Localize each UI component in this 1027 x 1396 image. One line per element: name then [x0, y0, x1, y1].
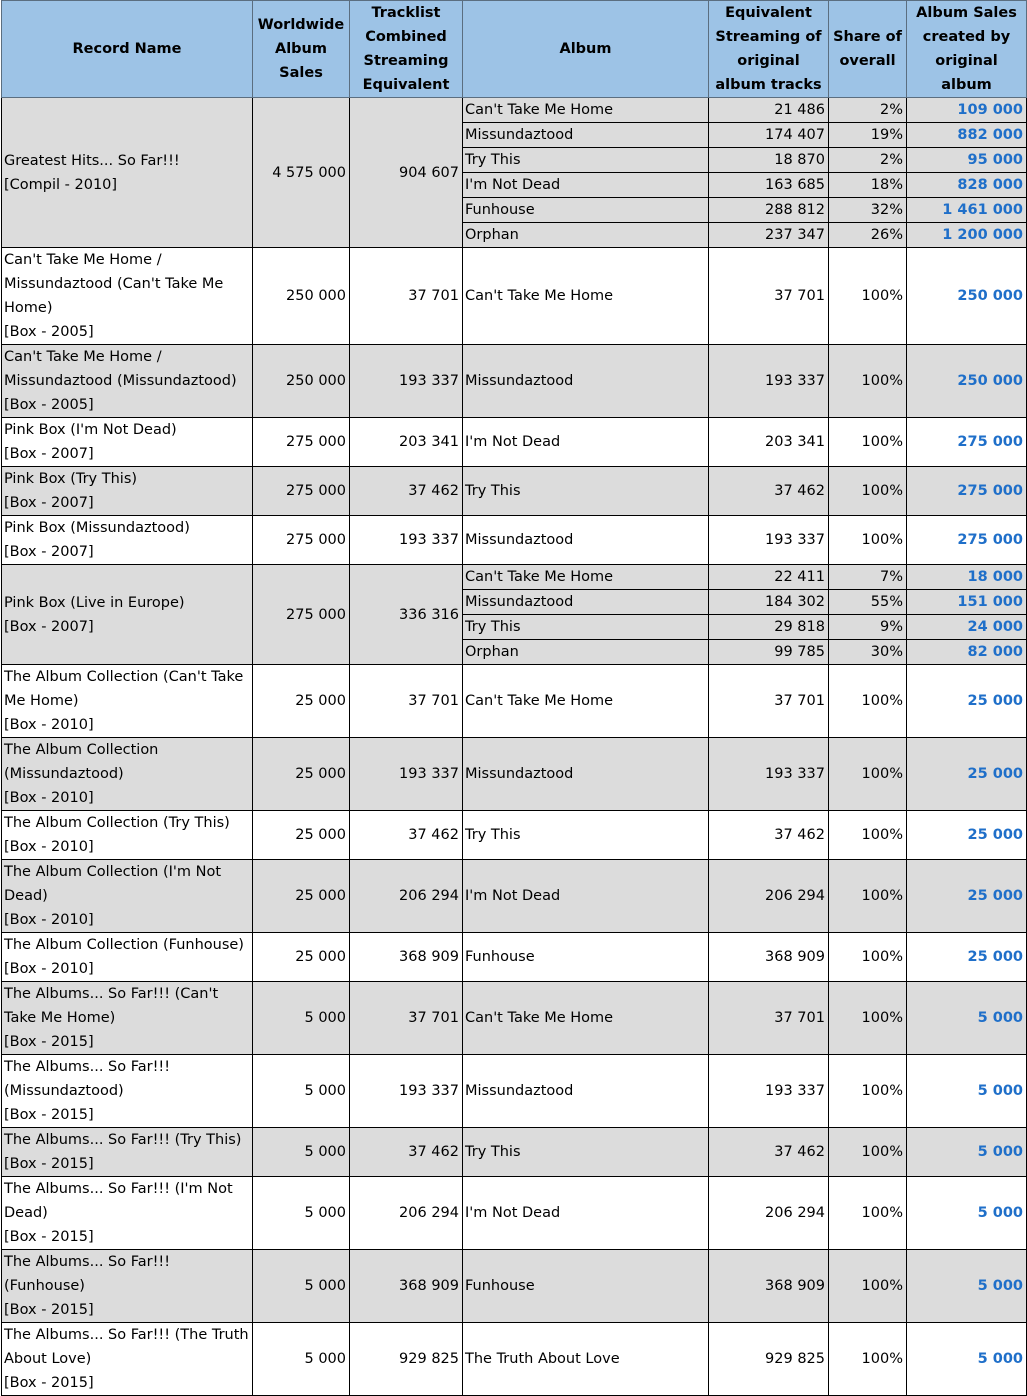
combined-streaming: 37 701 [350, 665, 463, 738]
share-of-overall: 100% [829, 516, 907, 565]
table-row [2, 933, 1027, 982]
album-sales-created: 82 000 [907, 640, 1027, 665]
record-name-line: [Compil - 2010] [4, 176, 118, 193]
album-sales-created: 151 000 [907, 590, 1027, 615]
record-name-line: About Love) [4, 1351, 92, 1367]
equivalent-streaming: 18 870 [709, 148, 829, 173]
album-name: Try This [463, 148, 709, 173]
album-name: Funhouse [463, 198, 709, 223]
combined-streaming: 203 341 [350, 418, 463, 467]
record-name-line: [Box - 2010] [4, 717, 94, 733]
combined-streaming: 193 337 [350, 1055, 463, 1128]
record-name [2, 811, 253, 860]
share-of-overall: 100% [829, 1250, 907, 1323]
record-name-line: The Album Collection (Funhouse) [4, 937, 244, 953]
album-name: I'm Not Dead [463, 173, 709, 198]
record-name-line: [Box - 2005] [4, 397, 94, 413]
album-name: Can't Take Me Home [463, 98, 709, 123]
equivalent-streaming: 37 462 [709, 1128, 829, 1177]
album-sales-created: 275 000 [907, 467, 1027, 516]
share-of-overall: 9% [829, 615, 907, 640]
record-name-line: [Box - 2007] [4, 495, 94, 511]
album-sales-created: 250 000 [907, 345, 1027, 418]
record-name-line: (Missundaztood) [4, 1083, 124, 1099]
equivalent-streaming: 37 701 [709, 248, 829, 345]
record-name-line: [Box - 2015] [4, 1034, 94, 1050]
album-name: Try This [463, 467, 709, 516]
header-album-sales: Album Sales created by original album [907, 1, 1027, 98]
equivalent-streaming: 193 337 [709, 738, 829, 811]
record-name [2, 665, 253, 738]
record-name [2, 1055, 253, 1128]
album-sales-created: 828 000 [907, 173, 1027, 198]
album-sales-created: 5 000 [907, 1323, 1027, 1396]
combined-streaming: 368 909 [350, 1250, 463, 1323]
album-name: Missundaztood [463, 345, 709, 418]
record-name-line: The Album Collection (I'm Not [4, 864, 222, 880]
record-name-line: [Box - 2015] [4, 1229, 94, 1245]
record-name-line: Missundaztood (Can't Take Me [4, 276, 224, 292]
equivalent-streaming: 184 302 [709, 590, 829, 615]
record-name-line: Home) [4, 300, 53, 316]
table-row [2, 1055, 1027, 1128]
album-sales-created: 882 000 [907, 123, 1027, 148]
album-sales-created: 25 000 [907, 860, 1027, 933]
record-name-line: The Albums... So Far!!! (Try This) [4, 1132, 242, 1148]
share-of-overall: 32% [829, 198, 907, 223]
record-name-line: The Albums... So Far!!! (The Truth [4, 1327, 249, 1343]
record-name-line: [Box - 2010] [4, 912, 94, 928]
album-sales-created: 5 000 [907, 1055, 1027, 1128]
album-sales-created: 25 000 [907, 738, 1027, 811]
combined-streaming: 193 337 [350, 516, 463, 565]
equivalent-streaming: 174 407 [709, 123, 829, 148]
record-name-line: [Box - 2010] [4, 790, 94, 806]
record-name-line: [Box - 2005] [4, 324, 94, 340]
album-name: Try This [463, 811, 709, 860]
equivalent-streaming: 193 337 [709, 516, 829, 565]
record-name [2, 1250, 253, 1323]
share-of-overall: 55% [829, 590, 907, 615]
record-name [2, 98, 253, 248]
table-row [2, 1323, 1027, 1396]
worldwide-sales: 25 000 [253, 811, 350, 860]
table-row [2, 516, 1027, 565]
record-name-line: Dead) [4, 1205, 48, 1221]
header-worldwide-sales: Worldwide Album Sales [253, 1, 350, 98]
table-row [2, 98, 1027, 123]
table-row [2, 982, 1027, 1055]
equivalent-streaming: 203 341 [709, 418, 829, 467]
combined-streaming: 193 337 [350, 345, 463, 418]
table-row [2, 248, 1027, 345]
album-name: Try This [463, 615, 709, 640]
worldwide-sales: 25 000 [253, 860, 350, 933]
equivalent-streaming: 206 294 [709, 860, 829, 933]
album-name: Can't Take Me Home [463, 565, 709, 590]
combined-streaming: 904 607 [350, 98, 463, 248]
album-name: Missundaztood [463, 516, 709, 565]
sales-table [1, 0, 1027, 1396]
record-name [2, 565, 253, 665]
share-of-overall: 18% [829, 173, 907, 198]
record-name-line: Take Me Home) [4, 1010, 116, 1026]
worldwide-sales: 25 000 [253, 665, 350, 738]
combined-streaming: 206 294 [350, 1177, 463, 1250]
record-name-line: Pink Box (Missundaztood) [4, 520, 190, 536]
album-sales-created: 5 000 [907, 1128, 1027, 1177]
record-name [2, 418, 253, 467]
album-sales-created: 5 000 [907, 1177, 1027, 1250]
album-sales-created: 275 000 [907, 516, 1027, 565]
share-of-overall: 30% [829, 640, 907, 665]
share-of-overall: 100% [829, 738, 907, 811]
worldwide-sales: 250 000 [253, 248, 350, 345]
album-name: Try This [463, 1128, 709, 1177]
record-name-line: The Albums... So Far!!! [4, 1059, 171, 1075]
equivalent-streaming: 929 825 [709, 1323, 829, 1396]
equivalent-streaming: 163 685 [709, 173, 829, 198]
album-sales-created: 1 461 000 [907, 198, 1027, 223]
share-of-overall: 100% [829, 467, 907, 516]
worldwide-sales: 275 000 [253, 467, 350, 516]
album-sales-created: 275 000 [907, 418, 1027, 467]
record-name-line: [Box - 2010] [4, 961, 94, 977]
share-of-overall: 100% [829, 982, 907, 1055]
album-sales-created: 25 000 [907, 811, 1027, 860]
record-name-line: The Album Collection (Can't Take [4, 669, 244, 685]
header-share: Share of overall [829, 1, 907, 98]
equivalent-streaming: 193 337 [709, 345, 829, 418]
record-name-line: [Box - 2010] [4, 839, 94, 855]
combined-streaming: 206 294 [350, 860, 463, 933]
album-sales-created: 24 000 [907, 615, 1027, 640]
equivalent-streaming: 37 701 [709, 982, 829, 1055]
record-name [2, 467, 253, 516]
album-name: Can't Take Me Home [463, 982, 709, 1055]
album-name: Missundaztood [463, 590, 709, 615]
equivalent-streaming: 368 909 [709, 933, 829, 982]
record-name [2, 860, 253, 933]
header-record-name: Record Name [2, 1, 253, 98]
equivalent-streaming: 29 818 [709, 615, 829, 640]
album-name: I'm Not Dead [463, 418, 709, 467]
share-of-overall: 100% [829, 860, 907, 933]
album-name: Orphan [463, 640, 709, 665]
worldwide-sales: 5 000 [253, 1323, 350, 1396]
combined-streaming: 929 825 [350, 1323, 463, 1396]
album-name: Funhouse [463, 933, 709, 982]
share-of-overall: 100% [829, 811, 907, 860]
share-of-overall: 100% [829, 933, 907, 982]
record-name-line: Dead) [4, 888, 48, 904]
record-name [2, 1128, 253, 1177]
equivalent-streaming: 288 812 [709, 198, 829, 223]
album-sales-created: 250 000 [907, 248, 1027, 345]
record-name-line: [Box - 2015] [4, 1156, 94, 1172]
worldwide-sales: 25 000 [253, 738, 350, 811]
table-header [2, 1, 1027, 98]
record-name-line: [Box - 2007] [4, 618, 94, 635]
album-name: I'm Not Dead [463, 1177, 709, 1250]
album-name: The Truth About Love [463, 1323, 709, 1396]
record-name [2, 1177, 253, 1250]
record-name-line: [Box - 2015] [4, 1302, 94, 1318]
combined-streaming: 193 337 [350, 738, 463, 811]
record-name-line: Pink Box (Live in Europe) [4, 594, 185, 611]
header-tracklist-combined: Tracklist Combined Streaming Equivalent [350, 1, 463, 98]
record-name [2, 248, 253, 345]
share-of-overall: 100% [829, 1055, 907, 1128]
equivalent-streaming: 37 462 [709, 811, 829, 860]
record-name-line: (Missundaztood) [4, 766, 124, 782]
combined-streaming: 368 909 [350, 933, 463, 982]
record-name-line: The Albums... So Far!!! [4, 1254, 171, 1270]
table-row [2, 1128, 1027, 1177]
record-name [2, 933, 253, 982]
record-name-line: [Box - 2015] [4, 1375, 94, 1391]
equivalent-streaming: 37 701 [709, 665, 829, 738]
table-row [2, 1250, 1027, 1323]
album-name: Can't Take Me Home [463, 248, 709, 345]
record-name-line: [Box - 2007] [4, 544, 94, 560]
combined-streaming: 37 462 [350, 1128, 463, 1177]
header-album: Album [463, 1, 709, 98]
album-sales-created: 5 000 [907, 1250, 1027, 1323]
share-of-overall: 2% [829, 98, 907, 123]
album-name: Missundaztood [463, 738, 709, 811]
album-sales-created: 1 200 000 [907, 223, 1027, 248]
record-name-line: Can't Take Me Home / [4, 349, 162, 365]
album-sales-created: 25 000 [907, 665, 1027, 738]
album-name: Orphan [463, 223, 709, 248]
record-name [2, 982, 253, 1055]
share-of-overall: 100% [829, 1323, 907, 1396]
album-name: Missundaztood [463, 1055, 709, 1128]
share-of-overall: 19% [829, 123, 907, 148]
record-name-line: Missundaztood (Missundaztood) [4, 373, 237, 389]
equivalent-streaming: 37 462 [709, 467, 829, 516]
worldwide-sales: 275 000 [253, 418, 350, 467]
album-sales-created: 18 000 [907, 565, 1027, 590]
table-row [2, 665, 1027, 738]
combined-streaming: 37 462 [350, 467, 463, 516]
record-name-line: Can't Take Me Home / [4, 252, 162, 268]
share-of-overall: 100% [829, 418, 907, 467]
album-name: I'm Not Dead [463, 860, 709, 933]
worldwide-sales: 275 000 [253, 516, 350, 565]
record-name-line: (Funhouse) [4, 1278, 85, 1294]
table-row [2, 738, 1027, 811]
worldwide-sales: 5 000 [253, 1055, 350, 1128]
record-name-line: Pink Box (I'm Not Dead) [4, 422, 177, 438]
record-name-line: The Album Collection (Try This) [4, 815, 230, 831]
record-name [2, 516, 253, 565]
record-name [2, 1323, 253, 1396]
table-row [2, 345, 1027, 418]
record-name-line: [Box - 2007] [4, 446, 94, 462]
equivalent-streaming: 206 294 [709, 1177, 829, 1250]
equivalent-streaming: 368 909 [709, 1250, 829, 1323]
album-sales-created: 95 000 [907, 148, 1027, 173]
combined-streaming: 37 701 [350, 248, 463, 345]
record-name-line: The Albums... So Far!!! (Can't [4, 986, 219, 1002]
worldwide-sales: 250 000 [253, 345, 350, 418]
equivalent-streaming: 237 347 [709, 223, 829, 248]
record-name [2, 345, 253, 418]
share-of-overall: 26% [829, 223, 907, 248]
worldwide-sales: 275 000 [253, 565, 350, 665]
equivalent-streaming: 22 411 [709, 565, 829, 590]
record-name-line: The Albums... So Far!!! (I'm Not [4, 1181, 233, 1197]
table-row [2, 418, 1027, 467]
worldwide-sales: 25 000 [253, 933, 350, 982]
record-name-line: The Album Collection [4, 742, 159, 758]
album-name: Missundaztood [463, 123, 709, 148]
worldwide-sales: 5 000 [253, 1128, 350, 1177]
worldwide-sales: 5 000 [253, 982, 350, 1055]
table-row [2, 860, 1027, 933]
record-name-line: Greatest Hits... So Far!!! [4, 152, 180, 169]
share-of-overall: 100% [829, 1177, 907, 1250]
table-row [2, 467, 1027, 516]
album-sales-created: 5 000 [907, 982, 1027, 1055]
share-of-overall: 100% [829, 1128, 907, 1177]
share-of-overall: 100% [829, 248, 907, 345]
share-of-overall: 100% [829, 665, 907, 738]
table-row [2, 1177, 1027, 1250]
worldwide-sales: 4 575 000 [253, 98, 350, 248]
record-name-line: Pink Box (Try This) [4, 471, 138, 487]
share-of-overall: 2% [829, 148, 907, 173]
album-name: Funhouse [463, 1250, 709, 1323]
equivalent-streaming: 21 486 [709, 98, 829, 123]
album-name: Can't Take Me Home [463, 665, 709, 738]
share-of-overall: 7% [829, 565, 907, 590]
worldwide-sales: 5 000 [253, 1177, 350, 1250]
album-sales-created: 109 000 [907, 98, 1027, 123]
combined-streaming: 336 316 [350, 565, 463, 665]
table-row [2, 811, 1027, 860]
combined-streaming: 37 701 [350, 982, 463, 1055]
worldwide-sales: 5 000 [253, 1250, 350, 1323]
record-name-line: [Box - 2015] [4, 1107, 94, 1123]
share-of-overall: 100% [829, 345, 907, 418]
album-sales-created: 25 000 [907, 933, 1027, 982]
record-name-line: Me Home) [4, 693, 79, 709]
table-row [2, 565, 1027, 590]
equivalent-streaming: 99 785 [709, 640, 829, 665]
combined-streaming: 37 462 [350, 811, 463, 860]
record-name [2, 738, 253, 811]
header-equivalent-streaming: Equivalent Streaming of original album tracks [709, 1, 829, 98]
table-body [2, 98, 1027, 1396]
equivalent-streaming: 193 337 [709, 1055, 829, 1128]
